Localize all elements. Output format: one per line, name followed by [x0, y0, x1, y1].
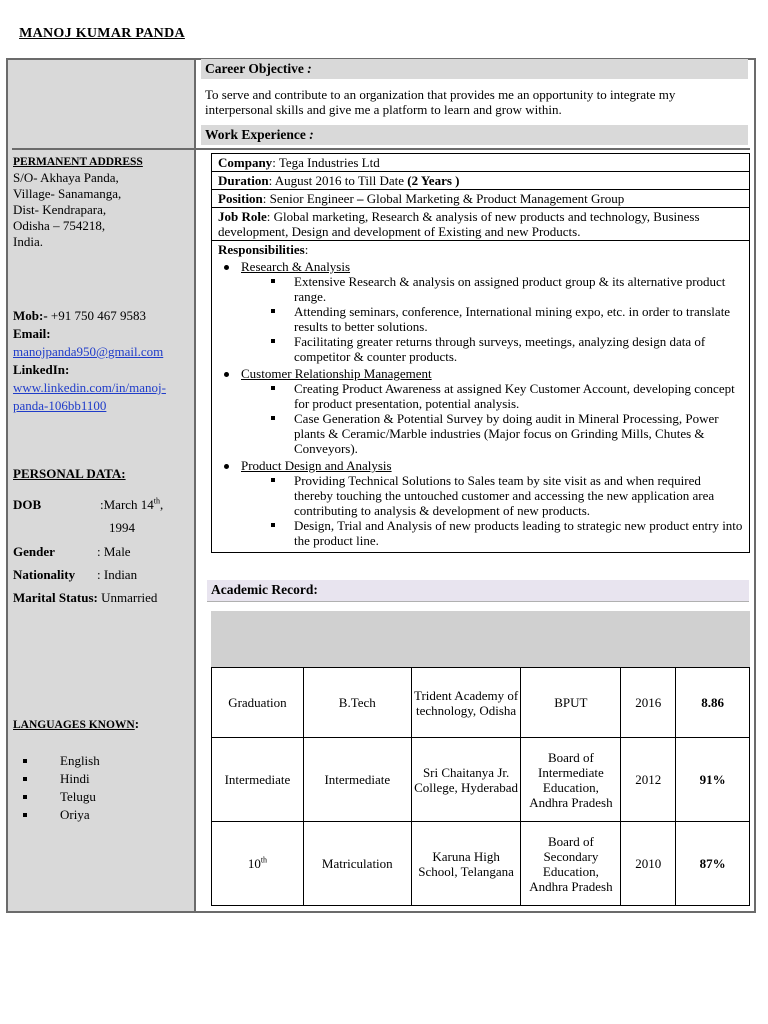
list-item: Facilitating greater returns through surveys, meetings, analyzing design data of competitor & counter products. [288, 334, 743, 364]
category-title: Research & Analysis [241, 259, 351, 274]
position-rest: Global Marketing & Product Management Group [363, 191, 625, 206]
category-product-design [218, 458, 743, 473]
jobrole-key: Job Role [218, 209, 267, 224]
category-research [218, 259, 743, 274]
gender-key: Gender [13, 544, 55, 559]
mobile-label: Mob:- [13, 308, 48, 323]
languages-label [13, 716, 139, 733]
course-cell: B.Tech [303, 668, 411, 738]
score-cell: 87% [676, 822, 750, 906]
year-cell: 2010 [621, 822, 676, 906]
languages-label-colon: : [134, 716, 140, 731]
level-cell: Intermediate [212, 738, 304, 822]
dob-key: DOB [13, 497, 42, 512]
list-item: English [13, 752, 100, 770]
address-line: Odisha – 754218, [13, 218, 106, 233]
list-item: Case Generation & Potential Survey by doing audit in Mineral Processing, Power plants & Ceramic/Marble industries (Major focus on Grinding Mills, Chutes & Conveyors). [288, 411, 743, 456]
table-row [212, 738, 750, 822]
list-item: Creating Product Awareness at assigned Key Customer Account, developing concept for product presentation, potential analysis. [288, 381, 743, 411]
career-objective-heading [201, 59, 748, 79]
career-objective-text: To serve and contribute to an organization that provides me an opportunity to integrate my interpersonal skills and give me a platform to learn and grow within. [205, 87, 676, 117]
linkedin-link-line[interactable]: www.linkedin.com/in/manoj- [13, 380, 166, 395]
dob-year: 1994 [109, 520, 135, 535]
duration-value: : August 2016 to Till Date [268, 173, 408, 188]
left-divider [12, 148, 750, 150]
work-heading-colon: : [309, 127, 314, 142]
email-link[interactable]: manojpanda950@gmail.com [13, 344, 164, 359]
career-heading-colon: : [307, 61, 312, 76]
nationality-row [13, 567, 137, 583]
email-label: Email: [13, 326, 51, 341]
work-experience-heading [201, 125, 748, 145]
company-key: Company [218, 155, 273, 170]
company-value: : Tega Industries Ltd [272, 155, 380, 170]
linkedin-link[interactable] [13, 379, 166, 415]
score-cell: 91% [676, 738, 750, 822]
address-line: Village- Sanamanga, [13, 186, 122, 201]
dob-row [13, 497, 163, 513]
institute-cell: Karuna High School, Telangana [411, 822, 521, 906]
level-cell: Graduation [212, 668, 304, 738]
table-row [212, 668, 750, 738]
candidate-name: MANOJ KUMAR PANDA [19, 26, 185, 41]
linkedin-link-line[interactable]: panda-106bb1100 [13, 398, 107, 413]
list-item: Extensive Research & analysis on assigned product group & its alternative product range. [288, 274, 743, 304]
linkedin-label: LinkedIn: [13, 362, 70, 377]
list-item: Attending seminars, conference, International mining expo, etc. in order to translate results to better solutions. [288, 304, 743, 334]
year-cell: 2012 [621, 738, 676, 822]
academic-table [211, 667, 750, 906]
dob-sup: th [153, 496, 161, 506]
nationality-key: Nationality [13, 567, 76, 582]
position-value: : Senior Engineer [262, 191, 358, 206]
jobrole-value: : Global marketing, Research & analysis of new products and technology, Business development, Design and development of Existing and new Products. [218, 209, 700, 239]
marital-row [13, 590, 157, 606]
mobile-value: +91 750 467 9583 [47, 308, 147, 323]
responsibilities [212, 241, 749, 552]
position-key: Position [218, 191, 263, 206]
category-crm [218, 366, 743, 381]
board-cell: Board of Intermediate Education, Andhra Pradesh [521, 738, 621, 822]
nationality-value: : Indian [97, 567, 138, 582]
address-line: Dist- Kendrapara, [13, 202, 107, 217]
board-cell: Board of Secondary Education, Andhra Pradesh [521, 822, 621, 906]
institute-cell: Sri Chaitanya Jr. College, Hyderabad [411, 738, 521, 822]
duration-row [212, 172, 749, 190]
list-item: Hindi [13, 770, 100, 788]
languages-list [13, 752, 100, 824]
list-item: Providing Technical Solutions to Sales team by site visit as and when required thereby touching the untouched customer and accessing the new application area contributing to analysis & development of new products. [288, 473, 743, 518]
course-cell: Intermediate [303, 738, 411, 822]
board-cell: BPUT [521, 668, 621, 738]
category-title: Customer Relationship Management [241, 366, 432, 381]
year-cell: 2016 [621, 668, 676, 738]
company-row [212, 154, 749, 172]
academic-header-band [211, 611, 750, 667]
marital-value: Unmarried [97, 590, 158, 605]
dob-value: :March 14 [100, 497, 154, 512]
career-heading-text: Career Objective [205, 61, 308, 76]
marital-key: Marital Status: [13, 590, 98, 605]
responsibilities-colon: : [304, 242, 309, 257]
responsibilities-key: Responsibilities [218, 242, 305, 257]
score-cell: 8.86 [676, 668, 750, 738]
personal-data-label: PERSONAL DATA: [13, 466, 126, 481]
work-heading-text: Work Experience [205, 127, 310, 142]
academic-record-heading: Academic Record: [207, 580, 749, 602]
work-experience-box [211, 153, 750, 553]
gender-value: : Male [97, 544, 131, 559]
job-role-row [212, 208, 749, 241]
duration-bold: (2 Years ) [407, 173, 460, 188]
duration-key: Duration [218, 173, 269, 188]
contact-block [13, 307, 166, 415]
list-item: Design, Trial and Analysis of new products leading to strategic new product entry into the product line. [288, 518, 743, 548]
dob-after: , [160, 497, 164, 512]
position-row [212, 190, 749, 208]
address-line: India. [13, 234, 43, 249]
address-line: S/O- Akhaya Panda, [13, 170, 119, 185]
list-item: Oriya [13, 806, 100, 824]
permanent-address [13, 154, 143, 250]
gender-row [13, 544, 131, 560]
course-cell: Matriculation [303, 822, 411, 906]
list-item: Telugu [13, 788, 100, 806]
category-title: Product Design and Analysis [241, 458, 392, 473]
institute-cell: Trident Academy of technology, Odisha [411, 668, 521, 738]
table-row [212, 822, 750, 906]
languages-label-text: LANGUAGES KNOWN [13, 719, 135, 731]
address-label: PERMANENT ADDRESS [13, 156, 143, 168]
level-cell: 10th [212, 822, 304, 906]
position-dash: – [357, 191, 364, 206]
